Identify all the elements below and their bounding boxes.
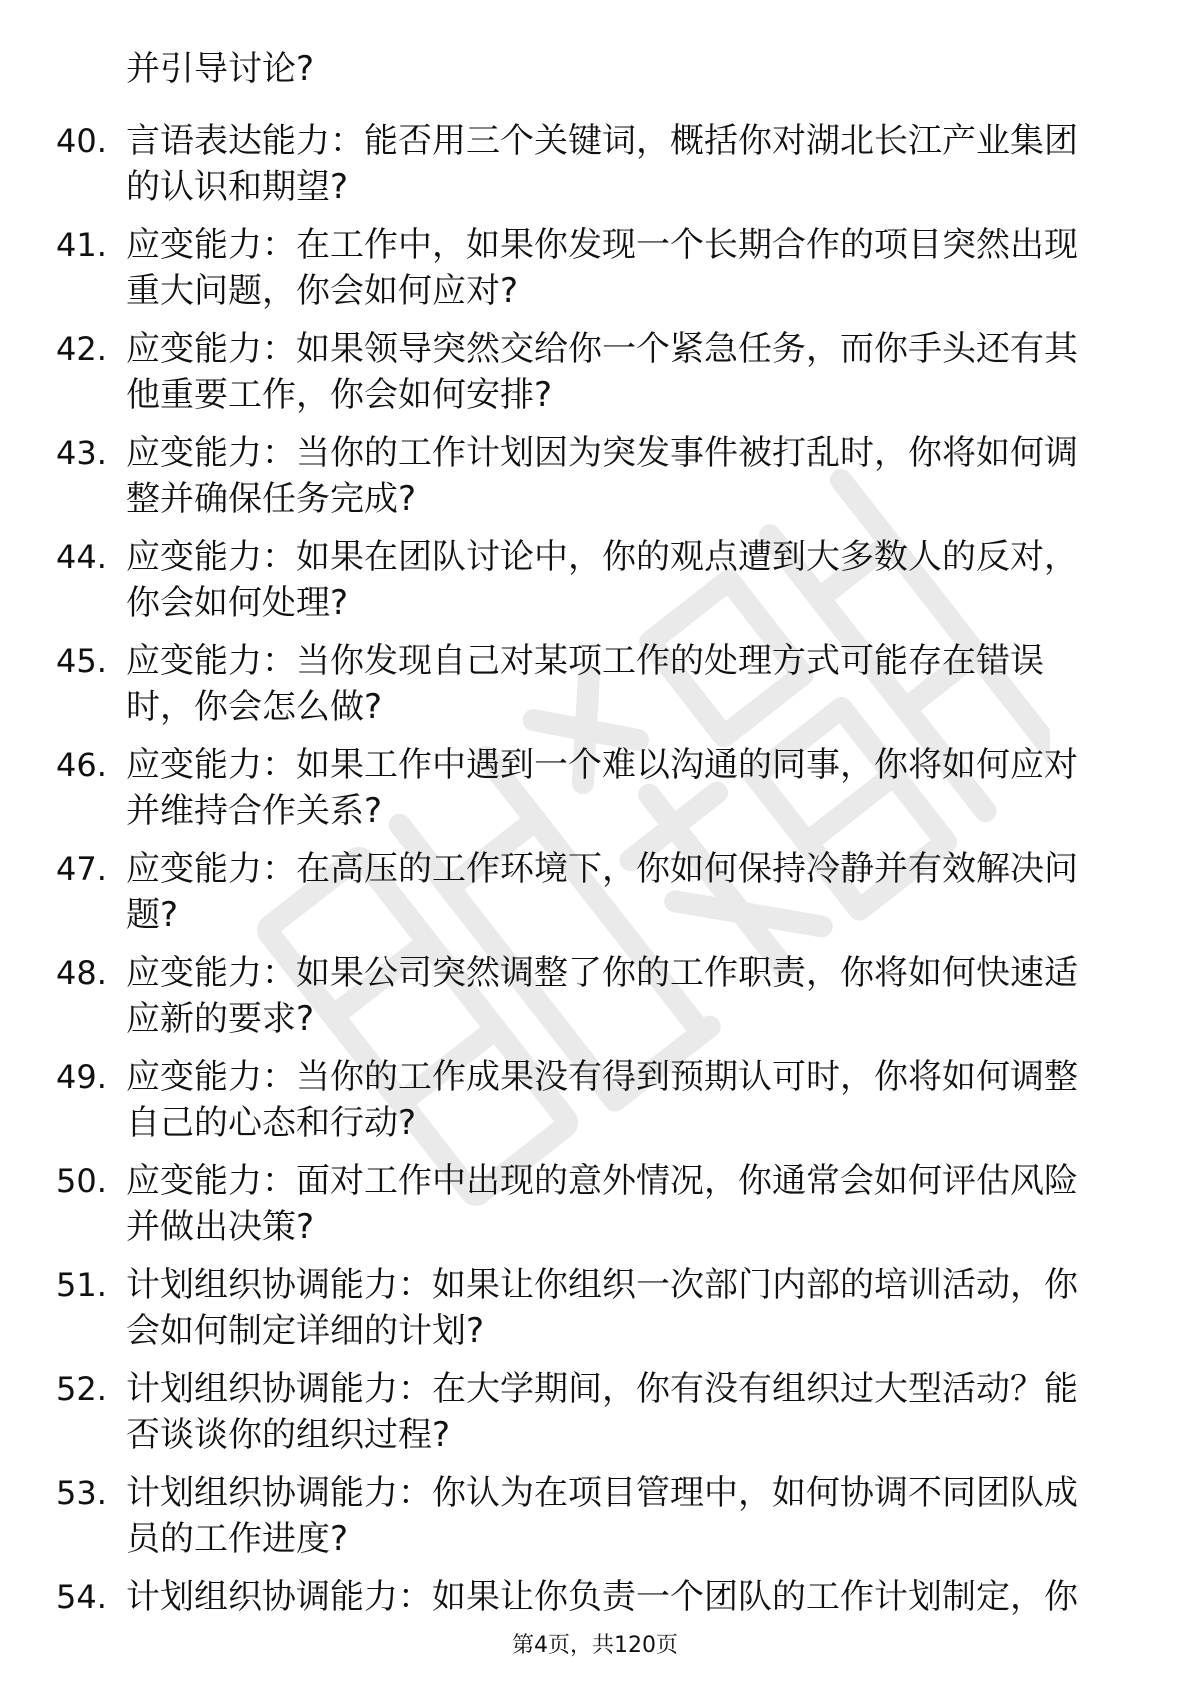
item-number: 41. (56, 226, 107, 264)
item-text: 计划组织协调能力：在大学期间，你有没有组织过大型活动？能 否谈谈你的组织过程? (126, 1369, 1078, 1455)
list-item (0, 942, 1190, 1046)
item-number: 42. (56, 330, 107, 368)
list-item (0, 214, 1190, 318)
item-text: 应变能力：在高压的工作环境下，你如何保持冷静并有效解决问 题? (126, 849, 1078, 935)
item-text: 应变能力：当你发现自己对某项工作的处理方式可能存在错误 时，你会怎么做? (126, 641, 1044, 727)
list-item (0, 838, 1190, 942)
list-item (0, 1462, 1190, 1566)
list-item (0, 110, 1190, 214)
item-number: 53. (56, 1474, 107, 1512)
list-item (0, 1150, 1190, 1254)
question-list (0, 110, 1190, 1670)
list-item (0, 1254, 1190, 1358)
item-number: 46. (56, 746, 107, 784)
item-number: 47. (56, 850, 107, 888)
item-text: 应变能力：如果公司突然调整了你的工作职责，你将如何快速适 应新的要求? (126, 953, 1078, 1039)
item-number: 43. (56, 434, 107, 472)
item-text: 应变能力：面对工作中出现的意外情况，你通常会如何评估风险 并做出决策? (126, 1161, 1078, 1247)
item-text: 应变能力：如果领导突然交给你一个紧急任务，而你手头还有其 他重要工作，你会如何安排? (126, 329, 1078, 415)
list-item (0, 526, 1190, 630)
item-number: 50. (56, 1162, 107, 1200)
item-number: 48. (56, 954, 107, 992)
list-item (0, 630, 1190, 734)
item-number: 44. (56, 538, 107, 576)
item-text: 言语表达能力：能否用三个关键词，概括你对湖北长江产业集团 的认识和期望? (126, 121, 1078, 207)
item-text: 应变能力：如果在团队讨论中，你的观点遭到大多数人的反对， 你会如何处理? (126, 537, 1078, 623)
continued-question-text: 并引导讨论? (126, 49, 315, 89)
item-number: 51. (56, 1266, 107, 1304)
item-text: 应变能力：如果工作中遇到一个难以沟通的同事，你将如何应对 并维持合作关系? (126, 745, 1078, 831)
item-text: 计划组织协调能力：你认为在项目管理中，如何协调不同团队成 员的工作进度? (126, 1473, 1078, 1559)
item-number: 45. (56, 642, 107, 680)
item-text: 应变能力：当你的工作计划因为突发事件被打乱时，你将如何调 整并确保任务完成? (126, 433, 1078, 519)
item-text: 计划组织协调能力：如果让你负责一个团队的工作计划制定，你 (126, 1577, 1078, 1617)
list-item (0, 422, 1190, 526)
item-text: 应变能力：当你的工作成果没有得到预期认可时，你将如何调整 自己的心态和行动? (126, 1057, 1078, 1143)
item-text: 计划组织协调能力：如果让你组织一次部门内部的培训活动，你 会如何制定详细的计划? (126, 1265, 1078, 1351)
item-number: 40. (56, 122, 107, 160)
item-text: 应变能力：在工作中，如果你发现一个长期合作的项目突然出现 重大问题，你会如何应对? (126, 225, 1078, 311)
item-number: 49. (56, 1058, 107, 1096)
page-number: 第4页，共120页 (512, 1633, 678, 1658)
item-number: 52. (56, 1370, 107, 1408)
list-item (0, 1358, 1190, 1462)
list-item (0, 1046, 1190, 1150)
list-item (0, 734, 1190, 838)
item-number: 54. (56, 1578, 107, 1616)
list-item (0, 318, 1190, 422)
